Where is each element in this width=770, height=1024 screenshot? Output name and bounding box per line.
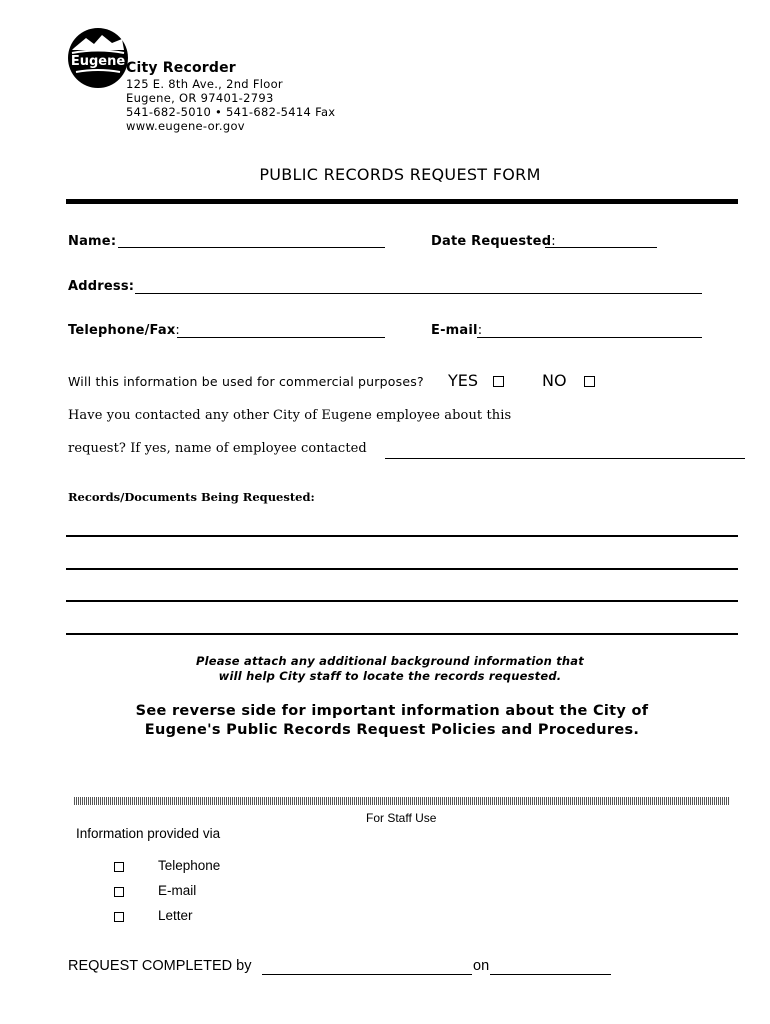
phone-fax-line: 541-682-5010 • 541-682-5414 Fax <box>126 105 336 119</box>
date-requested-field[interactable] <box>545 235 657 248</box>
date-requested-label: Date Requested: <box>431 234 556 249</box>
no-label: NO <box>542 371 567 390</box>
email-label: E-mail: <box>431 323 483 338</box>
contacted-followup: request? If yes, name of employee contacted <box>68 441 367 456</box>
yes-label: YES <box>448 371 479 390</box>
city-of-eugene-logo <box>66 26 130 90</box>
email-option-label: E-mail <box>158 883 197 898</box>
website-line: www.eugene-or.gov <box>126 119 245 133</box>
attach-note-line: will help City staff to locate the records requested. <box>218 669 562 683</box>
address-label: Address: <box>68 279 135 294</box>
employee-contacted-field[interactable] <box>385 446 745 459</box>
records-line[interactable] <box>66 633 738 635</box>
records-line[interactable] <box>66 535 738 537</box>
letter-option-label: Letter <box>158 908 193 923</box>
org-name: City Recorder <box>126 60 236 76</box>
letter-checkbox[interactable] <box>114 912 124 922</box>
email-field[interactable] <box>477 325 702 338</box>
address-field[interactable] <box>135 281 702 294</box>
address-line: 125 E. 8th Ave., 2nd Floor <box>126 77 283 91</box>
name-label: Name: <box>68 234 117 249</box>
address-line: Eugene, OR 97401-2793 <box>126 91 274 105</box>
title-divider <box>66 199 738 204</box>
completed-date-field[interactable] <box>490 962 611 975</box>
reverse-note-line: See reverse side for important information about the City of <box>135 703 649 719</box>
telephone-fax-label: Telephone/Fax: <box>68 323 181 338</box>
completed-by-field[interactable] <box>262 962 472 975</box>
records-requested-label: Records/Documents Being Requested: <box>68 490 315 504</box>
telephone-option-label: Telephone <box>158 858 221 873</box>
form-title: PUBLIC RECORDS REQUEST FORM <box>259 165 541 184</box>
attach-note <box>0 654 770 684</box>
contacted-question: Have you contacted any other City of Eugene employee about this <box>68 408 512 423</box>
telephone-checkbox[interactable] <box>114 862 124 872</box>
no-checkbox[interactable] <box>584 376 595 387</box>
staff-divider <box>74 797 730 805</box>
staff-use-heading: For Staff Use <box>366 811 437 825</box>
commercial-question: Will this information be used for commercial purposes? <box>68 374 424 389</box>
records-line[interactable] <box>66 568 738 570</box>
request-completed-label: REQUEST COMPLETED by <box>68 958 252 974</box>
reverse-note-line: Eugene's Public Records Request Policies and Procedures. <box>144 722 640 738</box>
reverse-side-note <box>0 702 770 740</box>
telephone-fax-field[interactable] <box>177 325 385 338</box>
on-label: on <box>473 958 490 974</box>
yes-checkbox[interactable] <box>493 376 504 387</box>
email-checkbox[interactable] <box>114 887 124 897</box>
name-field[interactable] <box>118 235 385 248</box>
provided-via-label: Information provided via <box>76 826 221 841</box>
records-line[interactable] <box>66 600 738 602</box>
attach-note-line: Please attach any additional background information that <box>196 654 584 668</box>
logo-text: Eugene <box>70 54 126 69</box>
